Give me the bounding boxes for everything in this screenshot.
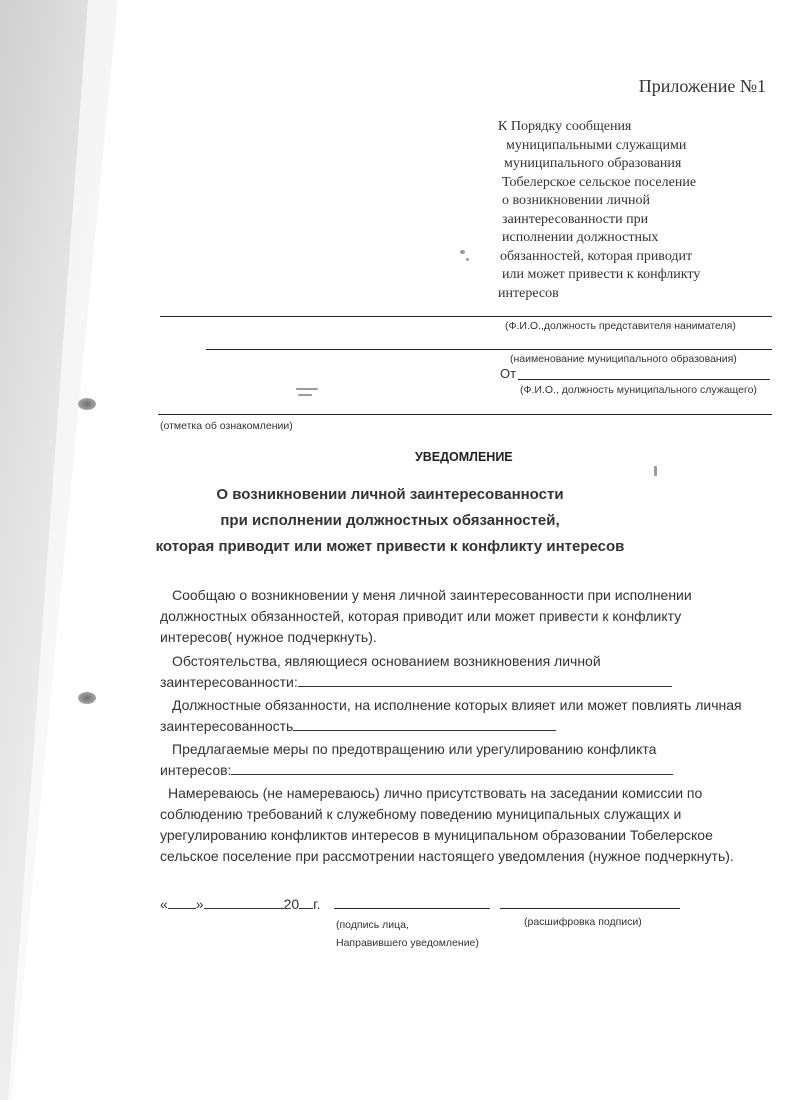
address-line: исполнении должностных — [502, 230, 659, 245]
address-line: обязанностей, которая приводит — [500, 248, 693, 264]
address-line: К Порядку сообщения — [498, 119, 632, 134]
caption-signature — [336, 916, 479, 952]
representative-line — [160, 316, 772, 317]
field-label: интересов: — [160, 762, 232, 778]
notice-heading: УВЕДОМЛЕНИЕ — [415, 450, 513, 464]
address-line: заинтересованности при — [502, 211, 649, 227]
caption-line: (подпись лица, — [336, 919, 409, 931]
month-input[interactable] — [204, 894, 284, 909]
caption-employee: (Ф.И.О., должность муниципального служащего) — [520, 384, 757, 396]
paragraph-duties — [160, 695, 742, 737]
punch-hole-bottom — [78, 692, 96, 704]
acknowledgement-line — [158, 414, 772, 415]
caption-decoding: (расшифровка подписи) — [524, 916, 642, 928]
field-label: заинтересованность — [160, 718, 294, 734]
scan-speck — [654, 466, 657, 476]
body-line: интересов( нужное подчеркнуть). — [160, 629, 377, 645]
duties-input[interactable] — [293, 716, 556, 731]
appendix-label: Приложение №1 — [638, 76, 766, 96]
paragraph-circumstances — [160, 651, 672, 693]
address-line: Тобелерское сельское поселение — [502, 174, 697, 190]
from-label: От — [500, 366, 517, 381]
punch-hole-top — [78, 398, 96, 410]
notice-subtitle — [0, 482, 800, 560]
caption-line: Направившего уведомление) — [336, 937, 479, 949]
subtitle-line: при исполнении должностных обязанностей, — [220, 512, 560, 529]
address-line: муниципального образования — [504, 156, 682, 171]
caption-representative: (Ф.И.О.,должность представителя нанимателя) — [505, 320, 736, 332]
body-line — [160, 760, 673, 781]
body-line: должностных обязанностей, которая приводит или может привести к конфликту — [160, 608, 682, 624]
address-line: интересов — [498, 285, 559, 301]
address-block — [498, 118, 700, 303]
scan-speck — [296, 388, 318, 390]
address-line: муниципальными служащими — [506, 137, 687, 153]
body-line: урегулированию конфликтов интересов в муниципальном образовании Тобелерское — [160, 827, 713, 843]
paragraph-report — [160, 585, 692, 648]
day-input[interactable] — [168, 894, 196, 909]
signature-line[interactable] — [334, 908, 490, 909]
scan-speck — [298, 394, 312, 396]
body-line: Намереваюсь (не намереваюсь) лично присутствовать на заседании комиссии по — [168, 785, 703, 801]
subtitle-line: О возникновении личной заинтересованности — [216, 486, 564, 503]
body-line: Предлагаемые меры по предотвращению или урегулированию конфликта — [172, 741, 657, 757]
body-line: Обстоятельства, являющиеся основанием возникновения личной — [172, 653, 601, 669]
field-label: заинтересованности: — [160, 674, 298, 690]
body-line: соблюдению требований к служебному поведению муниципальных служащих и — [160, 806, 682, 822]
address-line: или может привести к конфликту — [502, 267, 701, 282]
open-quote: « — [160, 896, 168, 912]
body-line: Сообщаю о возникновении у меня личной заинтересованности при исполнении — [172, 587, 692, 603]
year-prefix: 20 — [283, 896, 300, 912]
scan-speck — [466, 258, 469, 261]
scan-speck — [460, 250, 465, 254]
body-line — [160, 716, 742, 737]
close-quote: » — [195, 896, 204, 912]
address-line: о возникновении личной — [502, 193, 651, 208]
caption-acknowledgement: (отметка об ознакомлении) — [160, 420, 293, 432]
circumstances-input[interactable] — [298, 672, 672, 687]
body-line — [160, 672, 672, 693]
caption-municipality: (наименование муниципального образования) — [510, 353, 737, 365]
subtitle-line: которая приводит или может привести к конфликту интересов — [155, 538, 625, 555]
municipality-line — [206, 349, 772, 350]
paragraph-attendance — [160, 783, 734, 867]
decoding-line[interactable] — [500, 908, 680, 909]
year-suffix: г. — [313, 896, 321, 912]
body-line: сельское поселение при рассмотрении настоящего уведомления (нужное подчеркнуть). — [160, 848, 734, 864]
measures-input[interactable] — [231, 760, 673, 775]
year-input[interactable] — [299, 894, 313, 909]
date-line — [160, 894, 320, 915]
paragraph-measures — [160, 739, 673, 781]
employee-line — [518, 379, 770, 380]
body-line: Должностные обязанности, на исполнение которых влияет или может повлиять личная — [172, 697, 742, 713]
